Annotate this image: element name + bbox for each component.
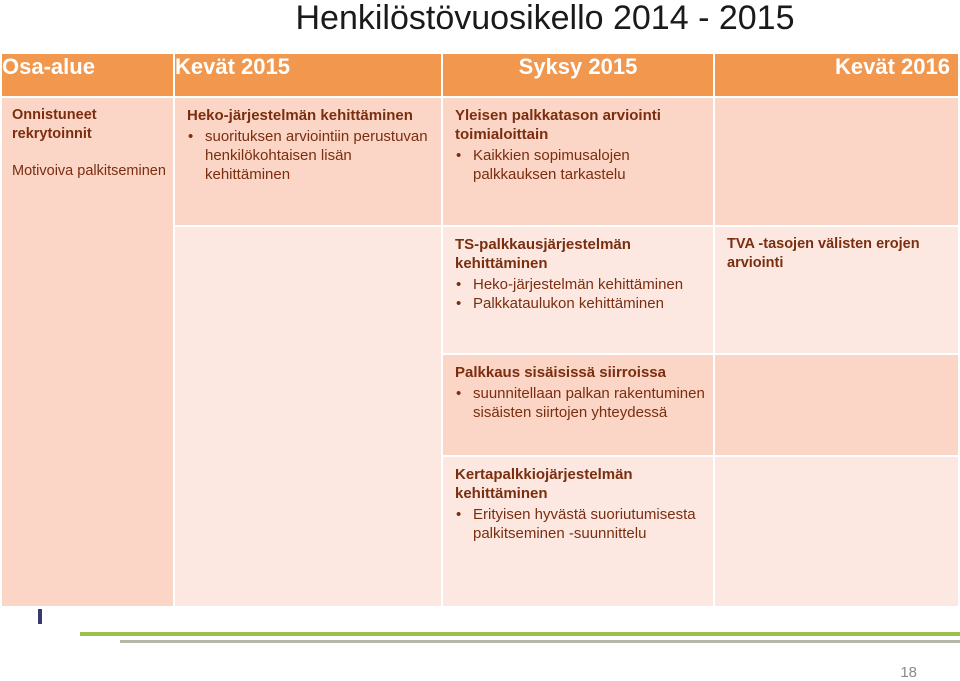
header-syksy-2015: Syksy 2015 [442, 53, 714, 97]
table-row [1, 97, 959, 226]
list-item: • Palkkataulukon kehittäminen [473, 294, 705, 313]
syksy2015-cell-2 [442, 226, 714, 355]
header-osa-alue: Osa-alue [1, 53, 174, 97]
kevat2016-cell-2 [714, 226, 959, 355]
footer-line-gray [120, 640, 960, 643]
kevat2015-heading: Heko-järjestelmän kehittäminen [187, 107, 413, 124]
list-item: • Kaikkien sopimusalojen palkkauksen tarkastelu [473, 146, 705, 184]
kevat2015-cell [174, 97, 442, 226]
syksy2015-list [455, 384, 705, 422]
syksy2015-cell-3 [442, 354, 714, 456]
slide-title: Henkilöstövuosikello 2014 - 2015 [295, 0, 795, 37]
kevat2016-cell-3 [714, 354, 959, 456]
syksy2015-heading: Kertapalkkiojärjestelmän kehittäminen [455, 466, 633, 503]
syksy2015-heading: TS-palkkausjärjestelmän kehittäminen [455, 235, 631, 272]
header-row [1, 53, 959, 97]
decorative-bar [38, 609, 42, 624]
tva-text: TVA -tasojen välisten erojen arviointi [727, 235, 920, 271]
list-item: • suorituksen arviointiin perustuvan henkilökohtaisen lisän kehittäminen [205, 127, 433, 184]
kevat2015-list [187, 127, 433, 184]
list-item: • suunnitellaan palkan rakentuminen sisäisten siirtojen yhteydessä [473, 384, 705, 422]
osa-alue-heading: Onnistuneet rekrytoinnit [12, 107, 97, 142]
kevat2015-cell-empty [174, 226, 442, 608]
syksy2015-cell-4 [442, 456, 714, 607]
page-number: 18 [900, 664, 917, 681]
list-item: • Erityisen hyvästä suoriutumisesta palkitseminen -suunnittelu [473, 505, 705, 543]
osa-alue-sub: Motivoiva palkitseminen [12, 163, 166, 179]
syksy2015-list [455, 275, 705, 313]
syksy2015-list [455, 146, 705, 184]
footer-line-green [80, 632, 960, 636]
list-item: • Heko-järjestelmän kehittäminen [473, 275, 705, 294]
syksy2015-cell-1 [442, 97, 714, 226]
syksy2015-list [455, 505, 705, 543]
kevat2016-cell-1 [714, 97, 959, 226]
kevat2016-cell-4 [714, 456, 959, 607]
header-kevat-2015: Kevät 2015 [174, 53, 442, 97]
header-kevat-2016: Kevät 2016 [714, 53, 959, 97]
syksy2015-heading: Yleisen palkkatason arviointi toimialoittain [455, 107, 661, 143]
schedule-table [0, 52, 960, 608]
syksy2015-heading: Palkkaus sisäisissä siirroissa [455, 364, 666, 381]
osa-alue-cell [1, 97, 174, 607]
